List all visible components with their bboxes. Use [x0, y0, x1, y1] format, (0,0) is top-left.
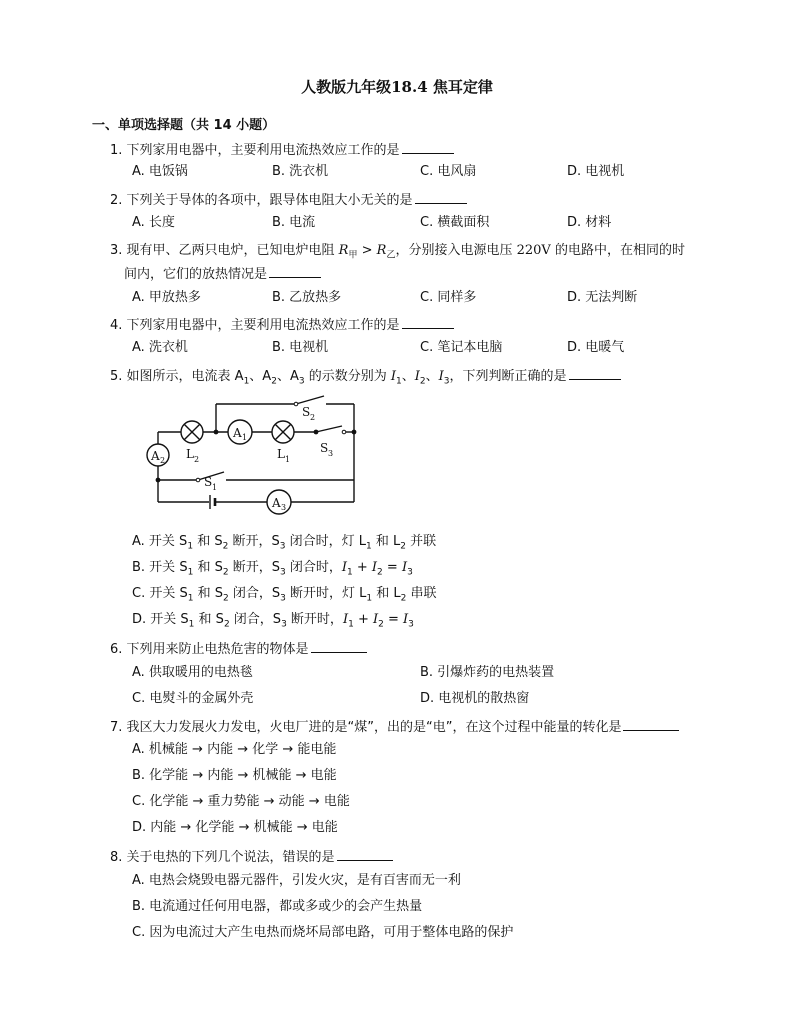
q1-option-b: B. 洗衣机	[272, 164, 329, 179]
question-1-stem: 1. 下列家用电器中，主要利用电流热效应工作的是	[110, 141, 454, 160]
q5-option-b: B. 开关 $S_1$ 和 $S_2$ 断开，$S_3$ 闭合时，$I_1 + I_2 = I_3$	[132, 560, 413, 578]
junction-dot	[156, 478, 161, 483]
q4-option-c: C. 笔记本电脑	[420, 340, 503, 355]
switch-s2-pivot	[294, 402, 298, 406]
q7-option-c: C. 化学能 → 重力势能 → 动能 → 电能	[132, 794, 350, 809]
svg-text:1: 1	[242, 433, 248, 442]
lamp-l2-icon	[181, 421, 203, 443]
q8-option-b: B. 电流通过任何用电器，都或多或少的会产生热量	[132, 899, 423, 914]
question-3-stem-line2: 间内，它们的放热情况是	[124, 265, 321, 284]
answer-blank	[402, 141, 454, 154]
label-s2: S	[302, 405, 311, 419]
answer-blank	[623, 718, 679, 731]
svg-text:2: 2	[194, 455, 200, 464]
q1-option-c: C. 电风扇	[420, 164, 477, 179]
svg-text:2: 2	[160, 456, 166, 465]
question-7-stem: 7. 我区大力发展火力发电，火电厂进的是“煤”，出的是“电”，在这个过程中能量的转化是	[110, 718, 679, 737]
q1-option-d: D. 电视机	[567, 164, 625, 179]
answer-blank	[569, 367, 621, 380]
label-a3: A	[272, 496, 281, 510]
lamp-l1-icon	[272, 421, 294, 443]
junction-dot	[352, 430, 357, 435]
label-s3: S	[320, 441, 329, 455]
answer-blank	[337, 848, 393, 861]
q3-option-a: A. 甲放热多	[132, 290, 201, 305]
answer-blank	[402, 316, 454, 329]
svg-text:1: 1	[212, 483, 218, 492]
q3-option-d: D. 无法判断	[567, 290, 638, 305]
label-l1: L	[277, 447, 285, 461]
label-l2: L	[186, 447, 194, 461]
switch-s2-blade	[296, 396, 324, 404]
q6-option-d: D. 电视机的散热窗	[420, 691, 530, 706]
q6-option-b: B. 引爆炸药的电热装置	[420, 665, 555, 680]
q6-option-c: C. 电熨斗的金属外壳	[132, 691, 254, 706]
circuit-diagram	[136, 392, 366, 517]
answer-blank	[311, 640, 367, 653]
junction-dot	[214, 430, 219, 435]
q4-option-d: D. 电暖气	[567, 340, 625, 355]
question-2-stem: 2. 下列关于导体的各项中，跟导体电阻大小无关的是	[110, 191, 467, 210]
question-5-stem: 5. 如图所示，电流表 $A_1$、$A_2$、$A_3$ 的示数分别为 $I_1$、$I_2$、$I_3$，下列判断正确的是	[110, 367, 621, 391]
switch-s3-pivot	[342, 430, 346, 434]
label-a2: A	[151, 449, 160, 463]
q4-option-a: A. 洗衣机	[132, 340, 188, 355]
question-8-stem: 8. 关于电热的下列几个说法，错误的是	[110, 848, 393, 867]
q8-option-c: C. 因为电流过大产生电热而烧坏局部电路，可用于整体电路的保护	[132, 925, 514, 940]
page-title: 人教版九年级18.4 焦耳定律	[301, 78, 493, 96]
q2-option-c: C. 横截面积	[420, 215, 490, 230]
question-3-stem: 3. 现有甲、乙两只电炉，已知电炉电阻 $R_甲 > R_乙$，分别接入电源电压 220V 的电路中，在相同的时	[110, 243, 685, 261]
q2-option-d: D. 材料	[567, 215, 612, 230]
q3-option-c: C. 同样多	[420, 290, 477, 305]
svg-text:3: 3	[281, 503, 287, 512]
q8-option-a: A. 电热会烧毁电器元器件，引发火灾，是有百害而无一利	[132, 873, 461, 888]
label-s1: S	[204, 475, 213, 489]
q1-option-a: A. 电饭锅	[132, 164, 188, 179]
q7-option-a: A. 机械能 → 内能 → 化学 → 能电能	[132, 742, 337, 757]
svg-text:1: 1	[285, 455, 291, 464]
switch-s1-pivot	[196, 478, 200, 482]
answer-blank	[269, 265, 321, 278]
section-heading: 一、单项选择题（共 14 小题）	[92, 118, 276, 133]
q2-option-b: B. 电流	[272, 215, 316, 230]
svg-text:3: 3	[328, 449, 334, 458]
svg-text:2: 2	[310, 413, 316, 422]
q7-option-d: D. 内能 → 化学能 → 机械能 → 电能	[132, 820, 338, 835]
question-6-stem: 6. 下列用来防止电热危害的物体是	[110, 640, 367, 659]
q6-option-a: A. 供取暖用的电热毯	[132, 665, 253, 680]
q3-option-b: B. 乙放热多	[272, 290, 342, 305]
switch-s3-blade	[316, 426, 342, 432]
label-a1: A	[233, 426, 242, 440]
answer-blank	[415, 191, 467, 204]
q5-option-d: D. 开关 $S_1$ 和 $S_2$ 闭合，$S_3$ 断开时，$I_1 + I_2 = I_3$	[132, 612, 414, 630]
q2-option-a: A. 长度	[132, 215, 175, 230]
q5-option-c: C. 开关 $S_1$ 和 $S_2$ 闭合，$S_3$ 断开时，灯 $L_1$ 和 $L_2$ 串联	[132, 586, 437, 604]
q4-option-b: B. 电视机	[272, 340, 329, 355]
junction-dot	[314, 430, 319, 435]
q5-option-a: A. 开关 $S_1$ 和 $S_2$ 断开，$S_3$ 闭合时，灯 $L_1$ 和 $L_2$ 并联	[132, 534, 437, 552]
q7-option-b: B. 化学能 → 内能 → 机械能 → 电能	[132, 768, 337, 783]
question-4-stem: 4. 下列家用电器中，主要利用电流热效应工作的是	[110, 316, 454, 335]
